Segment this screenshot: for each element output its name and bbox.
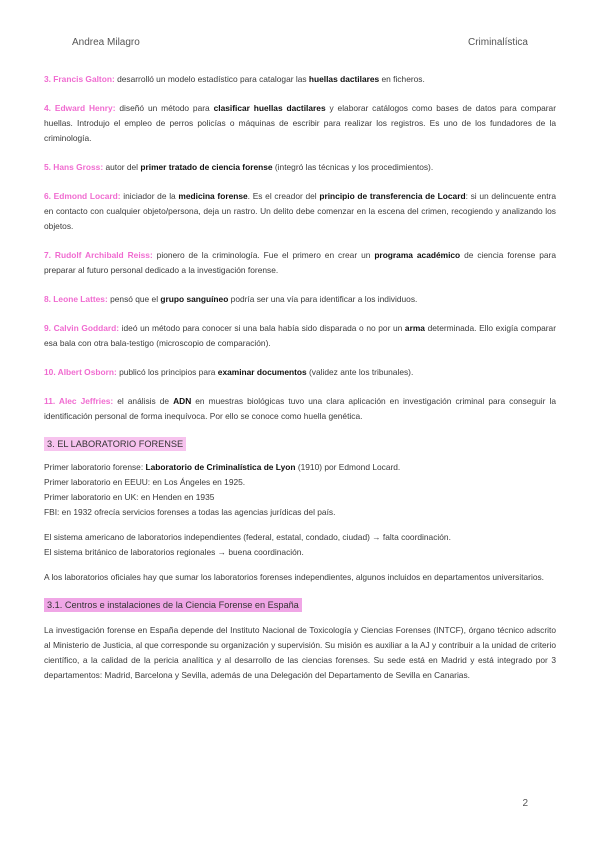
pioneer-name: 4. Edward Henry:	[44, 103, 116, 113]
pioneer-name: 7. Rudolf Archibald Reiss:	[44, 250, 153, 260]
text-run: iniciador de la	[120, 191, 179, 201]
pioneer-entry	[44, 160, 556, 175]
text-run: Primer laboratorio en UK: en Henden en 1935	[44, 492, 215, 502]
lab-system-line: El sistema americano de laboratorios independientes (federal, estatal, condado, ciudad) → falta coordinación.	[44, 532, 451, 542]
section-heading: 3. EL LABORATORIO FORENSE	[44, 437, 186, 451]
pioneer-entry	[44, 101, 556, 146]
text-run: desarrolló un modelo estadístico para catalogar las	[114, 74, 309, 84]
first-lab-line	[44, 475, 556, 490]
pioneer-entry	[44, 248, 556, 278]
text-run: publicó los principios para	[116, 367, 218, 377]
bold-term: clasificar huellas dactilares	[213, 103, 326, 113]
pioneer-entry	[44, 365, 556, 380]
first-lab-line	[44, 505, 556, 520]
text-run: ideó un método para conocer si una bala había sido disparada o no por un	[119, 323, 405, 333]
bold-term: principio de transferencia de Locard	[319, 191, 466, 201]
bold-term: examinar documentos	[217, 367, 307, 377]
pioneer-name: 6. Edmond Locard:	[44, 191, 121, 201]
lab-system-line: El sistema británico de laboratorios regionales → buena coordinación.	[44, 547, 304, 557]
independent-labs-note: A los laboratorios oficiales hay que sumar los laboratorios forenses independientes, algunos incluidos en departamentos universitarios.	[44, 572, 544, 582]
text-run: (integró las técnicas y los procedimientos).	[272, 162, 434, 172]
pioneer-entry	[44, 72, 556, 87]
bold-term: ADN	[173, 396, 192, 406]
text-run: FBI: en 1932 ofrecía servicios forenses a todas las agencias jurídicas del país.	[44, 507, 336, 517]
text-run: en ficheros.	[379, 74, 425, 84]
bold-term: medicina forense	[178, 191, 248, 201]
text-run: pionero de la criminología. Fue el primero en crear un	[152, 250, 375, 260]
text-run: el análisis de	[113, 396, 174, 406]
text-run: (1910) por Edmond Locard.	[295, 462, 401, 472]
bold-term: grupo sanguíneo	[160, 294, 229, 304]
pioneers-list	[44, 72, 556, 424]
bold-term: primer tratado de ciencia forense	[140, 162, 273, 172]
pioneer-name: 5. Hans Gross:	[44, 162, 104, 172]
intcf-paragraph: La investigación forense en España depende del Instituto Nacional de Toxicología y Ciencias Forenses (INTCF), órgano técnico adscrito al Ministerio de Justicia, al que corresponde su organización y supervisión. Su misión es auxiliar a la AJ y contribuir a la unidad de criterio científico, a la calidad de la pericia analítica y al desarrollo de las ciencias forenses. Su sede está en Madrid y está integrado por 3 departamentos: Madrid, Barcelona y Sevilla, además de una Delegación del Departamento de Sevilla en Canarias.	[44, 625, 556, 680]
pioneer-entry	[44, 292, 556, 307]
lab-systems-list	[44, 530, 556, 560]
text-run: : si un delincuente entra en contacto con cualquier objeto/persona, deja un rastro. Un delito debe comenzar en la escena del crimen, recogiendo y analizando los objetos.	[44, 191, 556, 231]
text-run: diseñó un método para	[115, 103, 214, 113]
header-author: Andrea Milagro	[72, 37, 140, 48]
first-labs-list	[44, 460, 556, 520]
header-subject: Criminalística	[467, 37, 528, 48]
text-run: Primer laboratorio en EEUU: en Los Ángeles en 1925.	[44, 477, 246, 487]
bold-term: programa académico	[374, 250, 461, 260]
first-lab-line	[44, 490, 556, 505]
bold-term: huellas dactilares	[308, 74, 380, 84]
bold-term: arma	[404, 323, 425, 333]
text-run: podría ser una vía para identificar a los individuos.	[228, 294, 418, 304]
text-run: determinada. Ello exigía comparar esa bala con otra bala-testigo (microscopio de comparación).	[44, 323, 556, 348]
subsection-heading: 3.1. Centros e instalaciones de la Ciencia Forense en España	[44, 598, 302, 612]
text-run: pensó que el	[107, 294, 161, 304]
first-lab-line	[44, 460, 556, 475]
text-run: Primer laboratorio forense:	[44, 462, 146, 472]
pioneer-name: 11. Alec Jeffries:	[44, 396, 114, 406]
text-run: en muestras biológicas tuvo una clara aplicación en investigación criminal para conseguir la identificación personal de forma inequívoca. Por ello se conoce como huella genética.	[44, 396, 556, 421]
bold-term: Laboratorio de Criminalística de Lyon	[145, 462, 296, 472]
page-content	[44, 72, 556, 683]
pioneer-name: 9. Calvin Goddard:	[44, 323, 120, 333]
pioneer-name: 8. Leone Lattes:	[44, 294, 108, 304]
text-run: y elaborar catálogos como bases de datos para comparar huellas. Introdujo el empleo de perros policías o máquinas de escribir para realizar los registros. Es uno de los fundadores de la criminología.	[44, 103, 556, 143]
pioneer-entry	[44, 321, 556, 351]
page-number: 2	[522, 798, 528, 809]
text-run: . Es el creador del	[247, 191, 320, 201]
pioneer-entry	[44, 189, 556, 234]
pioneer-entry	[44, 394, 556, 424]
pioneer-name: 3. Francis Galton:	[44, 74, 115, 84]
text-run: de ciencia forense para preparar al futuro personal dedicado a la investigación forense.	[44, 250, 556, 275]
text-run: (validez ante los tribunales).	[306, 367, 414, 377]
pioneer-name: 10. Albert Osborn:	[44, 367, 117, 377]
text-run: autor del	[103, 162, 141, 172]
